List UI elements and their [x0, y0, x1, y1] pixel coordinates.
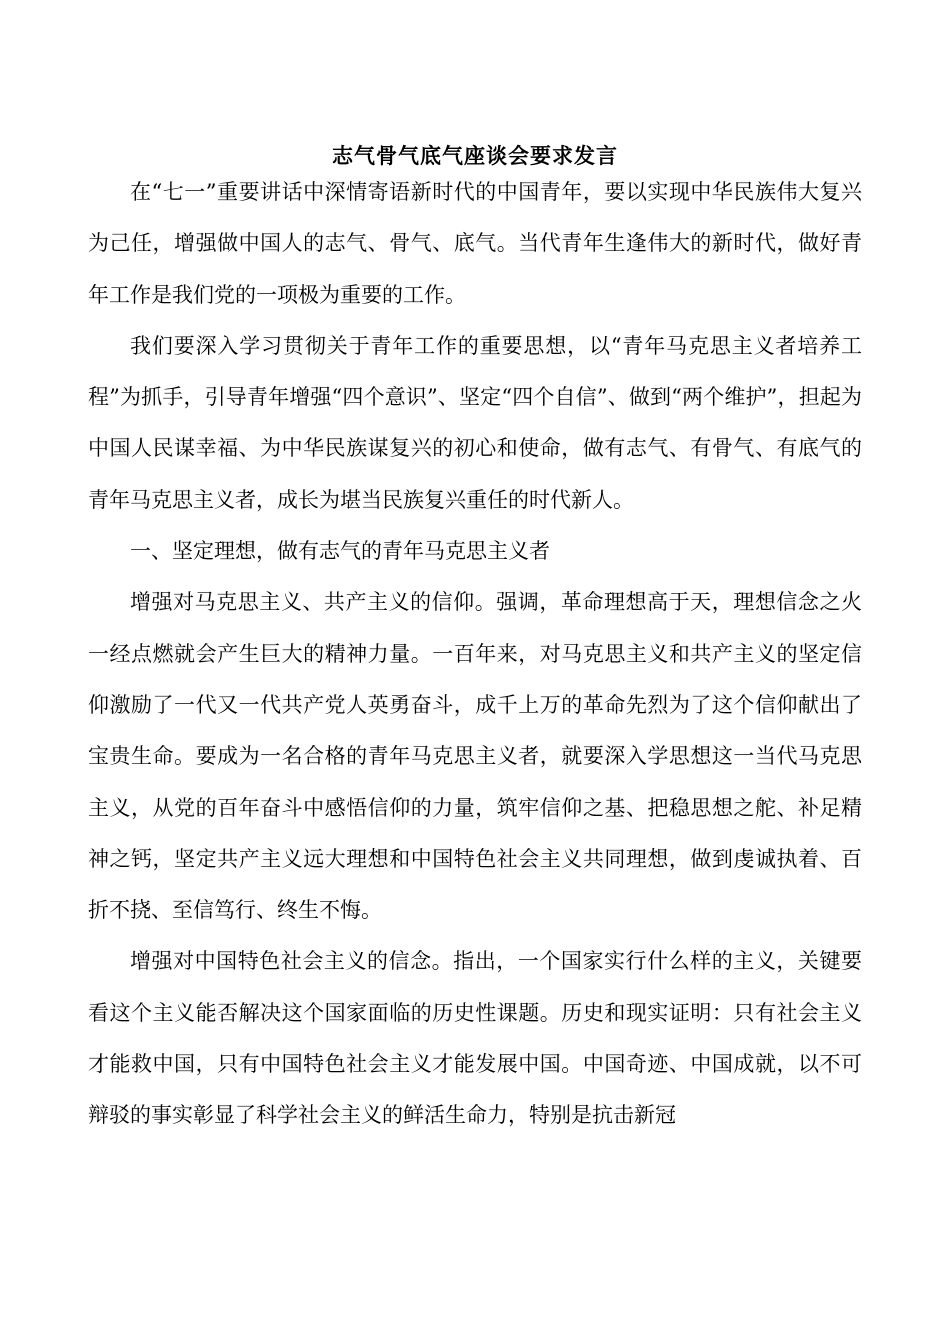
paragraph-socialism-conviction: 增强对中国特色社会主义的信念。指出，一个国家实行什么样的主义，关键要看这个主义能否解决这个国家面临的历史性课题。历史和现实证明：只有社会主义才能救中国，只有中国特色社会主义才能发展中国。中国奇迹、中国成就，以不可辩驳的事实彰显了科学社会主义的鲜活生命力，特别是抗击新冠	[88, 949, 862, 1128]
document-body	[88, 167, 862, 1142]
paragraph-youth-work: 我们要深入学习贯彻关于青年工作的重要思想，以“青年马克思主义者培养工程”为抓手，引导青年增强“四个意识”、坚定“四个自信”、做到“两个维护”，担起为中国人民谋幸福、为中华民族谋复兴的初心和使命，做有志气、有骨气、有底气的青年马克思主义者，成长为堪当民族复兴重任的时代新人。	[88, 333, 862, 512]
section-heading-1: 一、坚定理想，做有志气的青年马克思主义者	[130, 539, 550, 564]
paragraph-intro: 在“七一”重要讲话中深情寄语新时代的中国青年，要以实现中华民族伟大复兴为己任，增强做中国人的志气、骨气、底气。当代青年生逢伟大的新时代，做好青年工作是我们党的一项极为重要的工作。	[88, 180, 862, 307]
document-title: 志气骨气底气座谈会要求发言	[332, 144, 618, 168]
paragraph-marxism-belief: 增强对马克思主义、共产主义的信仰。强调，革命理想高于天，理想信念之火一经点燃就会产生巨大的精神力量。一百年来，对马克思主义和共产主义的坚定信仰激励了一代又一代共产党人英勇奋斗，成千上万的革命先烈为了这个信仰献出了宝贵生命。要成为一名合格的青年马克思主义者，就要深入学思想这一当代马克思主义，从党的百年奋斗中感悟信仰的力量，筑牢信仰之基、把稳思想之舵、补足精神之钙，坚定共产主义远大理想和中国特色社会主义共同理想，做到虔诚执着、百折不挠、至信笃行、终生不悔。	[88, 590, 862, 923]
